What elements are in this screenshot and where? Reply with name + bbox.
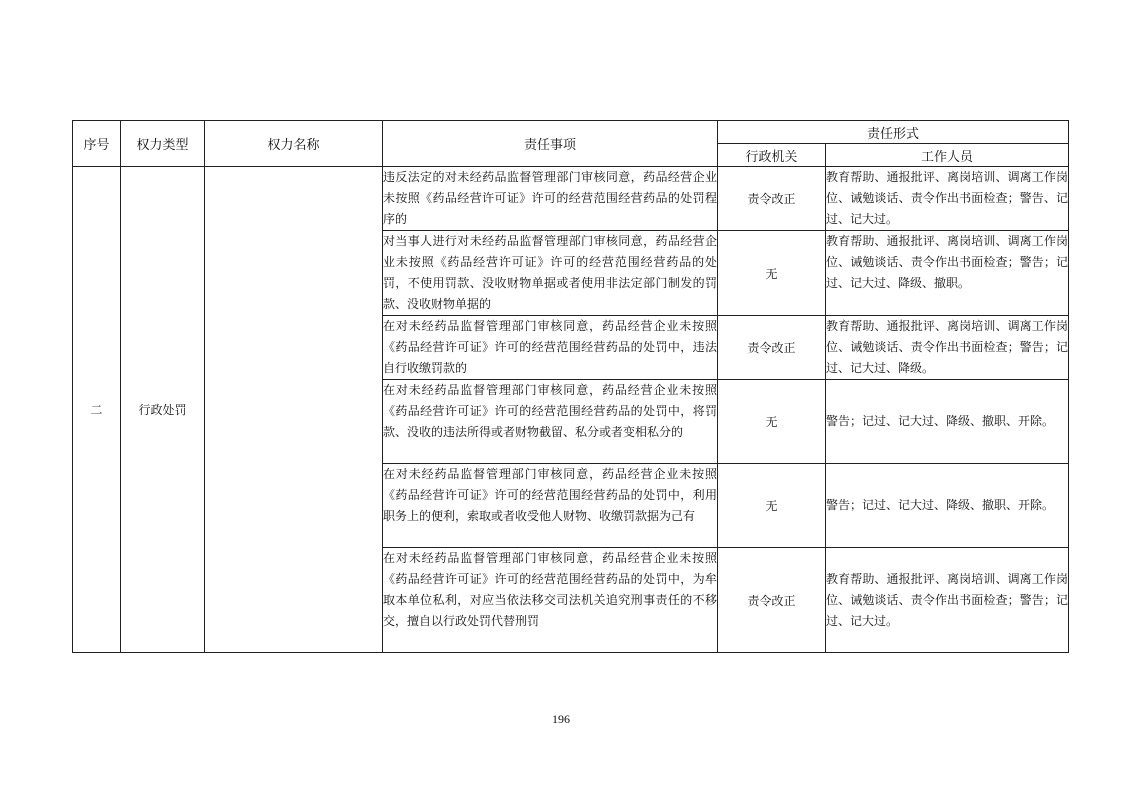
admin-organ-cell: 责令改正 bbox=[718, 167, 826, 231]
header-admin-organ: 行政机关 bbox=[718, 144, 826, 167]
duty-item-cell: 在对未经药品监督管理部门审核同意，药品经营企业未按照《药品经营许可证》许可的经营范围经营药品的处罚中，为牟取本单位私利，对应当依法移交司法机关追究刑事责任的不移交，擅自以行政处罚代替刑罚 bbox=[383, 548, 718, 653]
table-row bbox=[73, 167, 1069, 231]
admin-organ-cell: 责令改正 bbox=[718, 548, 826, 653]
duty-item-cell: 在对未经药品监督管理部门审核同意，药品经营企业未按照《药品经营许可证》许可的经营范围经营药品的处罚中，违法自行收缴罚款的 bbox=[383, 316, 718, 380]
admin-organ-cell: 无 bbox=[718, 380, 826, 464]
duty-item-cell: 在对未经药品监督管理部门审核同意，药品经营企业未按照《药品经营许可证》许可的经营范围经营药品的处罚中，将罚款、没收的违法所得或者财物截留、私分或者变相私分的 bbox=[383, 380, 718, 464]
group-power-name bbox=[205, 167, 383, 653]
staff-cell: 教育帮助、通报批评、离岗培训、调离工作岗位、诫勉谈话、责令作出书面检查；警告、记过、记大过。 bbox=[826, 167, 1069, 231]
page-number: 196 bbox=[552, 712, 570, 726]
duty-item-cell: 违反法定的对未经药品监督管理部门审核同意，药品经营企业未按照《药品经营许可证》许可的经营范围经营药品的处罚程序的 bbox=[383, 167, 718, 231]
header-staff: 工作人员 bbox=[826, 144, 1069, 167]
header-duty-form: 责任形式 bbox=[718, 121, 1069, 144]
staff-cell: 教育帮助、通报批评、离岗培训、调离工作岗位、诫勉谈话、责令作出书面检查；警告；记过、记大过、降级、撤职。 bbox=[826, 231, 1069, 316]
admin-organ-cell: 责令改正 bbox=[718, 316, 826, 380]
admin-organ-cell: 无 bbox=[718, 464, 826, 548]
staff-cell: 教育帮助、通报批评、离岗培训、调离工作岗位、诫勉谈话、责令作出书面检查；警告；记过、记大过、降级。 bbox=[826, 316, 1069, 380]
admin-organ-cell: 无 bbox=[718, 231, 826, 316]
header-duty-item: 责任事项 bbox=[383, 121, 718, 167]
header-power-name: 权力名称 bbox=[205, 121, 383, 167]
group-power-type: 行政处罚 bbox=[121, 167, 205, 653]
header-index: 序号 bbox=[73, 121, 121, 167]
group-index: 二 bbox=[73, 167, 121, 653]
staff-cell: 教育帮助、通报批评、离岗培训、调离工作岗位、诫勉谈话、责令作出书面检查；警告；记过、记大过。 bbox=[826, 548, 1069, 653]
staff-cell: 警告；记过、记大过、降级、撤职、开除。 bbox=[826, 464, 1069, 548]
staff-cell: 警告；记过、记大过、降级、撤职、开除。 bbox=[826, 380, 1069, 464]
duty-item-cell: 在对未经药品监督管理部门审核同意，药品经营企业未按照《药品经营许可证》许可的经营范围经营药品的处罚中，利用职务上的便利，索取或者收受他人财物、收缴罚款据为己有 bbox=[383, 464, 718, 548]
header-power-type: 权力类型 bbox=[121, 121, 205, 167]
duty-table bbox=[72, 120, 1069, 653]
duty-item-cell: 对当事人进行对未经药品监督管理部门审核同意，药品经营企业未按照《药品经营许可证》许可的经营范围经营药品的处罚，不使用罚款、没收财物单据或者使用非法定部门制发的罚款、没收财物单据的 bbox=[383, 231, 718, 316]
